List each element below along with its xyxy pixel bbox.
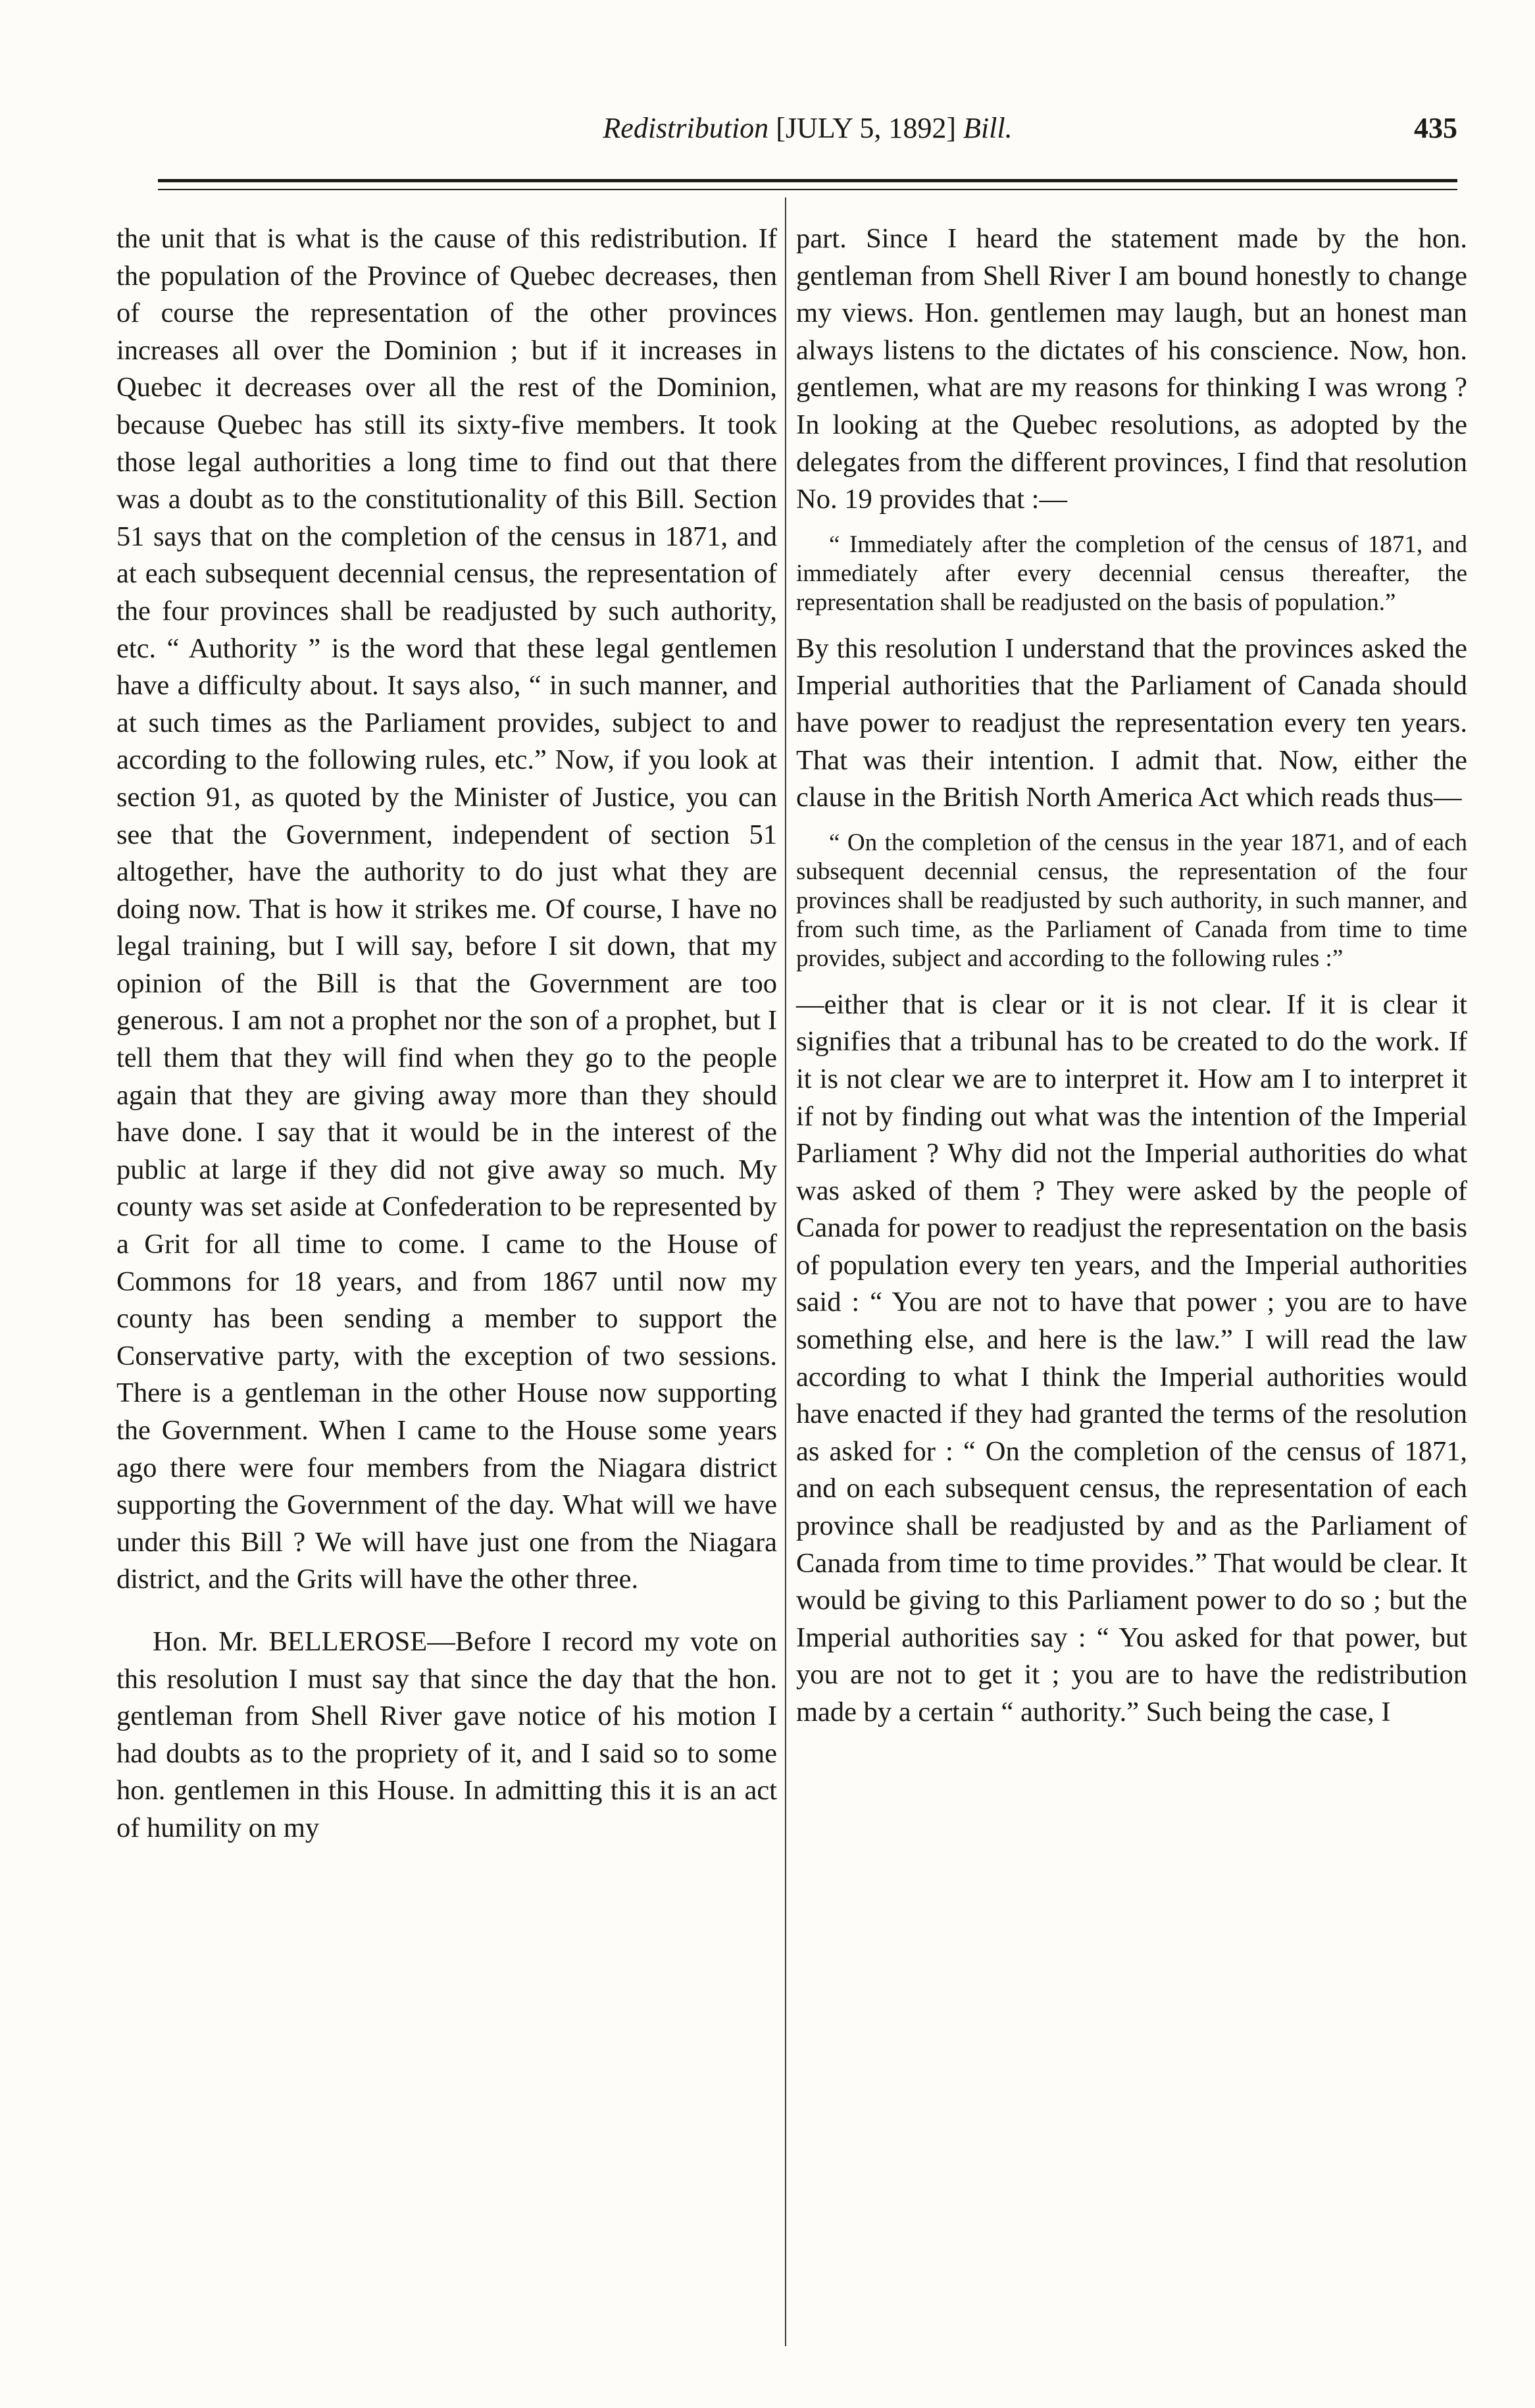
page-number: 435 <box>1414 112 1457 144</box>
right-paragraph-1: part. Since I heard the statement made by the hon. gentleman from Shell River I am bound honestly to change my views. Hon. gentlemen may laugh, but an honest man always listens to the dictates of his conscience. Now, hon. gentlemen, what are my reasons for thinking I was wrong ? In looking at the Quebec resolutions, as adopted by the delegates from the different provinces, I find that resolution No. 19 provides that :— <box>796 223 1467 515</box>
header-title-right: Bill. <box>963 112 1013 144</box>
block-quote-2: “ On the completion of the census in the year 1871, and of each subsequent decennial census, the representation of the four provinces shall be readjusted by such authority, in such manner, and from such time, as the Parliament of Canada from time to time provides, subject and according to the following rules :” <box>796 829 1467 972</box>
header-title <box>158 99 1457 158</box>
left-paragraph-2: Hon. Mr. BELLEROSE—Before I record my vote on this resolution I must say that since the day that the hon. gentleman from Shell River gave notice of his motion I had doubts as to the propriety of it, and I said so to some hon. gentlemen in this House. In admitting this it is an act of humility on my <box>116 1626 777 1843</box>
header-rule-thick <box>158 179 1457 182</box>
running-header <box>158 99 1457 158</box>
block-quote-1: “ Immediately after the completion of the census of 1871, and immediately after every decennial census thereafter, the representation shall be readjusted on the basis of population.” <box>796 530 1467 616</box>
right-paragraph-3: —either that is clear or it is not clear. If it is clear it signifies that a tribunal has to be created to do the work. If it is not clear we are to interpret it. How am I to interpret it if not by finding out what was the intention of the Imperial Parliament ? Why did not the Imperial authorities do what was asked of them ? They were asked by the people of Canada for power to readjust the representation on the basis of population every ten years, and the Imperial authorities said : “ You are not to have that power ; you are to have something else, and here is the law.” I will read the law according to what I think the Imperial authorities would have enacted if they had granted the terms of the resolution as asked for : “ On the completion of the census of 1871, and on each subsequent census, the representation of each province shall be readjusted by and as the Parliament of Canada from time to time provides.” That would be clear. It would be giving to this Parliament power to do so ; but the Imperial authorities say : “ You asked for that power, but you are not to get it ; you are to have the redistribution made by a certain “ authority.” Such being the case, I <box>796 988 1467 1728</box>
header-date: [JULY 5, 1892] <box>776 112 957 144</box>
right-paragraph-2: By this resolution I understand that the provinces asked the Imperial authorities that the Parliament of Canada should have power to readjust the representation every ten years. That was their intention. I admit that. Now, either the clause in the British North America Act which reads thus— <box>796 632 1467 813</box>
column-divider <box>785 197 786 2346</box>
header-title-left: Redistribution <box>603 112 769 144</box>
right-column <box>796 220 1467 1731</box>
left-paragraph-1: the unit that is what is the cause of this redistribution. If the population of the Province of Quebec decreases, then of course the representation of the other provinces increases all over the Dominion ; but if it increases in Quebec it decreases over all the rest of the Dominion, because Quebec has still its sixty-five members. It took those legal authorities a long time to find out that there was a doubt as to the constitutionality of this Bill. Section 51 says that on the completion of the census in 1871, and at each subsequent decennial census, the representation of the four provinces shall be readjusted by such authority, etc. “ Authority ” is the word that these legal gentlemen have a difficulty about. It says also, “ in such manner, and at such times as the Parliament provides, subject to and according to the following rules, etc.” Now, if you look at section 91, as quoted by the Minister of Justice, you can see that the Government, independent of section 51 altogether, have the authority to do just what they are doing now. That is how it strikes me. Of course, I have no legal training, but I will say, before I sit down, that my opinion of the Bill is that the Government are too generous. I am not a prophet nor the son of a prophet, but I tell them that they will find when they go to the people again that they are giving away more than they should have done. I say that it would be in the interest of the public at large if they did not give away so much. My county was set aside at Confederation to be represented by a Grit for all time to come. I came to the House of Commons for 18 years, and from 1867 until now my county has been sending a member to support the Conservative party, with the exception of two sessions. There is a gentleman in the other House now supporting the Government. When I came to the House some years ago there were four members from the Niagara district supporting the Government of the day. What will we have under this Bill ? We will have just one from the Niagara district, and the Grits will have the other three. <box>116 223 777 1595</box>
header-rule-thin <box>158 189 1457 190</box>
left-column <box>116 220 777 1847</box>
